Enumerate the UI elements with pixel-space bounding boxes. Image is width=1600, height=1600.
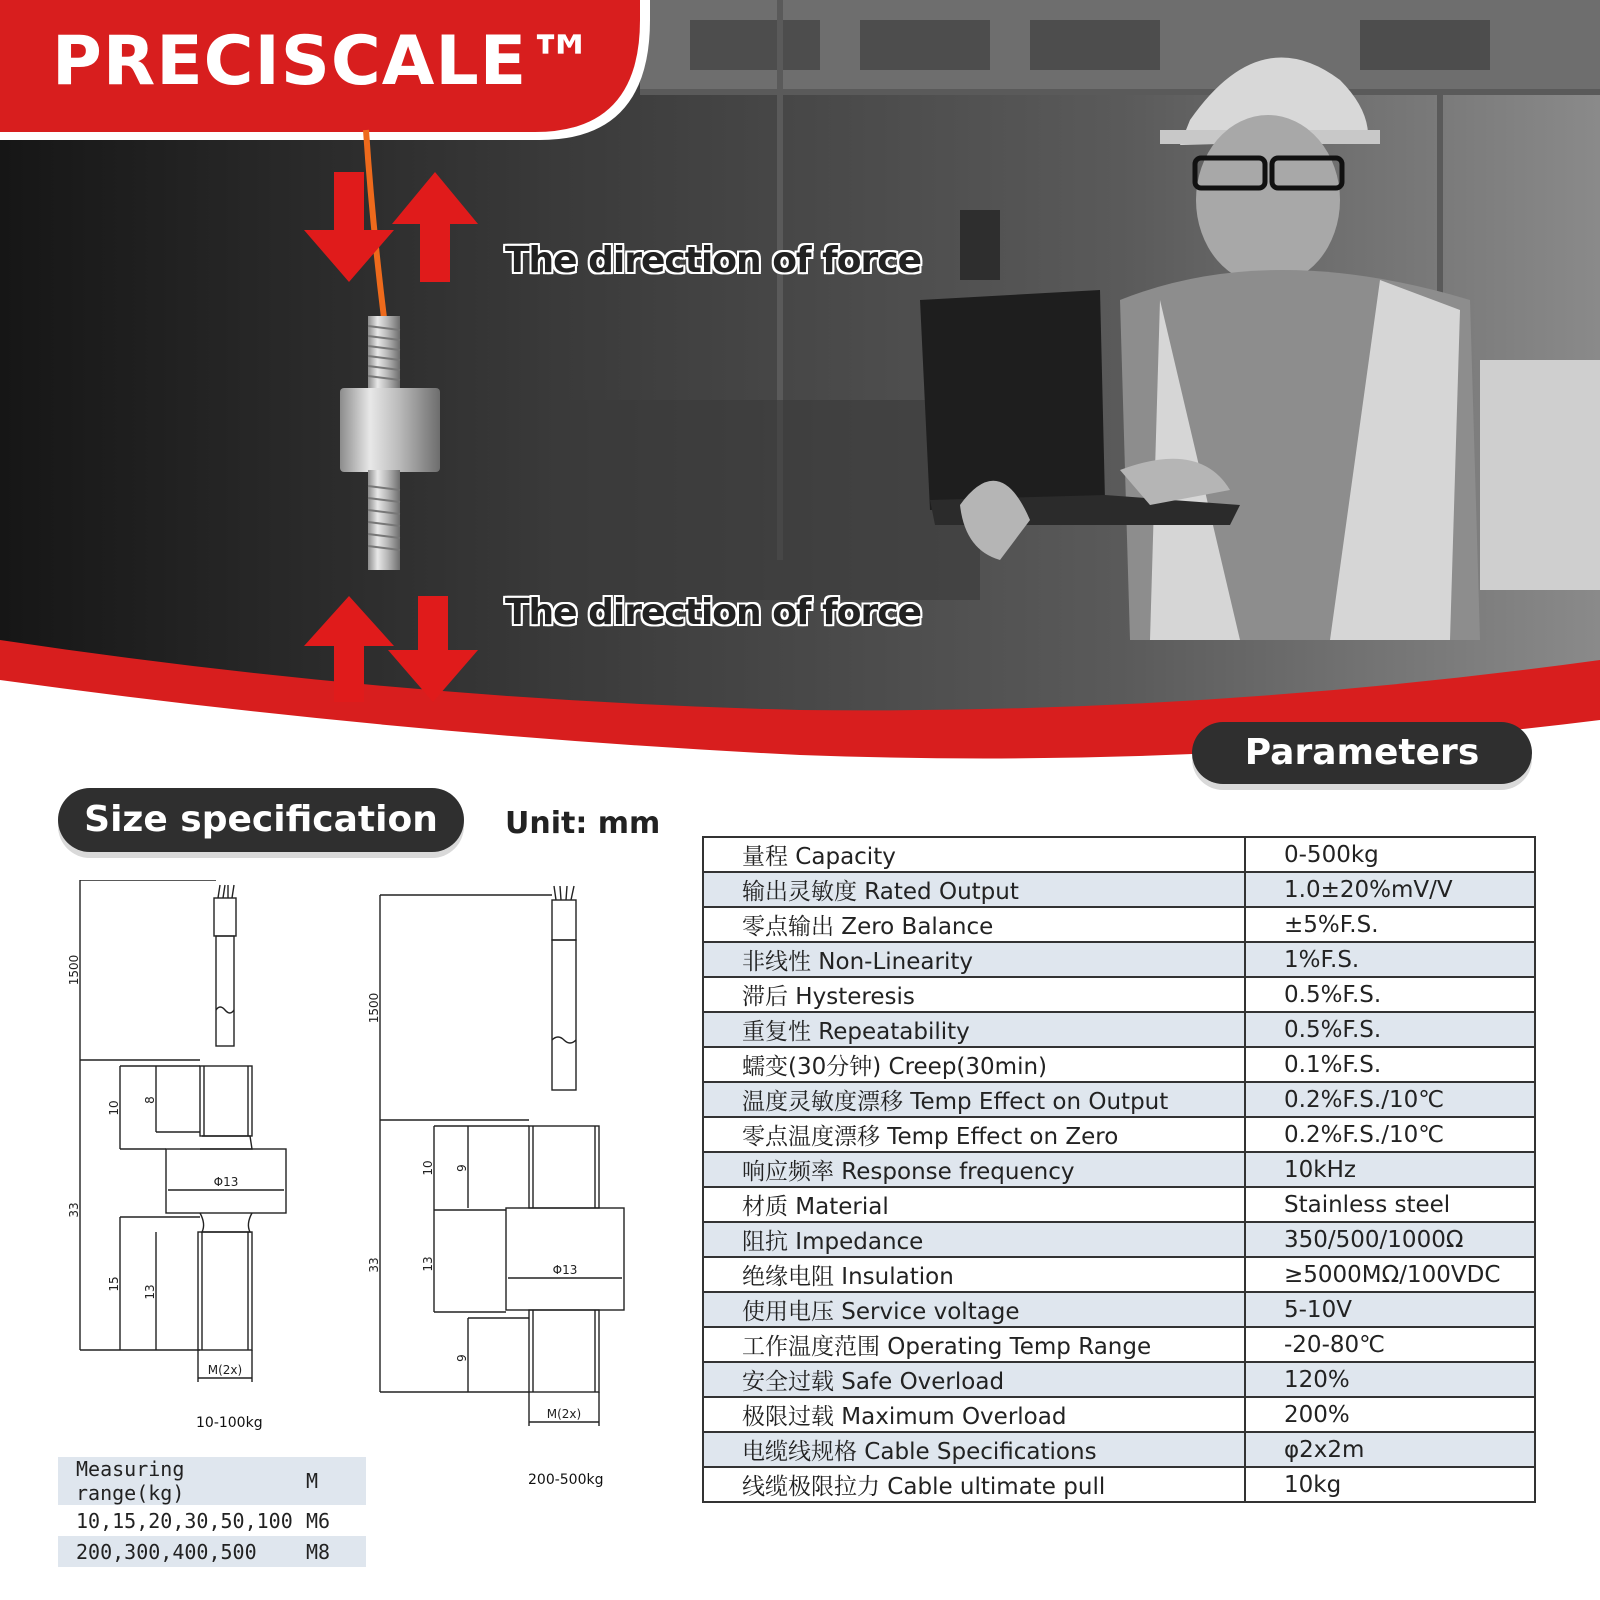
- range-header: Measuring range(kg): [58, 1457, 300, 1505]
- table-row: [703, 1327, 1535, 1362]
- param-name: 线缆极限拉力 Cable ultimate pull: [703, 1467, 1245, 1502]
- param-name: 蠕变(30分钟) Creep(30min): [703, 1047, 1245, 1082]
- param-name: 非线性 Non-Linearity: [703, 942, 1245, 977]
- param-value: φ2x2m: [1245, 1432, 1535, 1467]
- dim-cable-length: 1500: [367, 992, 381, 1024]
- dim-thread: M(2x): [207, 1363, 243, 1377]
- param-value: 1%F.S.: [1245, 942, 1535, 977]
- table-row: [703, 1362, 1535, 1397]
- drawing-small-caption: 10-100kg: [196, 1415, 263, 1431]
- drawing-large-caption: 200-500kg: [528, 1472, 604, 1488]
- table-row: [703, 1012, 1535, 1047]
- table-row: [703, 1467, 1535, 1502]
- param-value: 0.5%F.S.: [1245, 1012, 1535, 1047]
- param-name: 量程 Capacity: [703, 837, 1245, 872]
- param-value: 350/500/1000Ω: [1245, 1222, 1535, 1257]
- table-row: [703, 1082, 1535, 1117]
- param-name: 响应频率 Response frequency: [703, 1152, 1245, 1187]
- param-name: 重复性 Repeatability: [703, 1012, 1245, 1047]
- param-name: 温度灵敏度漂移 Temp Effect on Output: [703, 1082, 1245, 1117]
- param-value: 0.2%F.S./10℃: [1245, 1082, 1535, 1117]
- range-cell: 200,300,400,500: [58, 1536, 300, 1567]
- param-name: 滞后 Hysteresis: [703, 977, 1245, 1012]
- param-name: 使用电压 Service voltage: [703, 1292, 1245, 1327]
- param-name: 材质 Material: [703, 1187, 1245, 1222]
- parameters-title: Parameters: [1192, 722, 1532, 784]
- param-name: 零点温度漂移 Temp Effect on Zero: [703, 1117, 1245, 1152]
- force-direction-label-top: The direction of force: [505, 240, 922, 281]
- parameters-table: [702, 836, 1536, 1503]
- dim-diameter: Φ13: [213, 1175, 239, 1189]
- table-row: [703, 1222, 1535, 1257]
- param-value: 0.2%F.S./10℃: [1245, 1117, 1535, 1152]
- dim-top-outer: 10: [107, 1100, 121, 1116]
- thread-cell: M8: [300, 1536, 366, 1567]
- force-direction-label-bottom: The direction of force: [505, 592, 922, 633]
- unit-label: Unit: mm: [505, 806, 661, 841]
- dimension-drawing-small: [60, 880, 310, 1420]
- dimension-drawing-large: [356, 880, 636, 1460]
- param-name: 阻抗 Impedance: [703, 1222, 1245, 1257]
- param-value: Stainless steel: [1245, 1187, 1535, 1222]
- param-value: ≥5000MΩ/100VDC: [1245, 1257, 1535, 1292]
- table-row: [58, 1536, 366, 1567]
- param-value: 1.0±20%mV/V: [1245, 872, 1535, 907]
- param-name: 输出灵敏度 Rated Output: [703, 872, 1245, 907]
- table-row: [703, 1117, 1535, 1152]
- range-cell: 10,15,20,30,50,100: [76, 1508, 293, 1533]
- param-name: 安全过载 Safe Overload: [703, 1362, 1245, 1397]
- table-row: [703, 1292, 1535, 1327]
- dim-top-inner: 8: [143, 1096, 157, 1104]
- param-value: -20-80℃: [1245, 1327, 1535, 1362]
- hero-banner: [0, 0, 1600, 780]
- dim-total-length: 33: [67, 1202, 81, 1218]
- param-name: 零点输出 Zero Balance: [703, 907, 1245, 942]
- table-header-row: [58, 1457, 366, 1505]
- table-row: [58, 1505, 366, 1536]
- param-value: 0.5%F.S.: [1245, 977, 1535, 1012]
- dim-body: 13: [421, 1256, 435, 1272]
- dim-top-outer: 10: [421, 1160, 435, 1176]
- dim-total-length: 33: [367, 1257, 381, 1273]
- dim-bottom-outer: 15: [107, 1276, 121, 1292]
- table-row: [703, 1432, 1535, 1467]
- table-row: [703, 872, 1535, 907]
- dim-bottom: 9: [455, 1354, 469, 1362]
- param-value: ±5%F.S.: [1245, 907, 1535, 942]
- param-value: 120%: [1245, 1362, 1535, 1397]
- brand-logo: PRECISCALE™: [52, 22, 597, 101]
- measuring-range-table: [58, 1457, 366, 1567]
- table-row: [703, 977, 1535, 1012]
- param-value: 0-500kg: [1245, 837, 1535, 872]
- param-name: 工作温度范围 Operating Temp Range: [703, 1327, 1245, 1362]
- param-value: 200%: [1245, 1397, 1535, 1432]
- param-name: 极限过载 Maximum Overload: [703, 1397, 1245, 1432]
- param-value: 10kg: [1245, 1467, 1535, 1502]
- size-spec-title: Size specification: [58, 788, 464, 852]
- param-value: 5-10V: [1245, 1292, 1535, 1327]
- table-row: [703, 1257, 1535, 1292]
- table-row: [703, 1187, 1535, 1222]
- table-row: [703, 837, 1535, 872]
- dim-top-inner: 9: [455, 1164, 469, 1172]
- dim-cable-length: 1500: [67, 954, 81, 986]
- table-row: [703, 1152, 1535, 1187]
- param-value: 0.1%F.S.: [1245, 1047, 1535, 1082]
- param-name: 绝缘电阻 Insulation: [703, 1257, 1245, 1292]
- param-name: 电缆线规格 Cable Specifications: [703, 1432, 1245, 1467]
- param-value: 10kHz: [1245, 1152, 1535, 1187]
- dim-bottom-inner: 13: [143, 1284, 157, 1300]
- table-row: [703, 1047, 1535, 1082]
- table-row: [703, 1397, 1535, 1432]
- dim-diameter: Φ13: [552, 1263, 578, 1277]
- dim-thread: M(2x): [546, 1407, 582, 1421]
- factory-background: [0, 0, 1600, 780]
- table-row: [703, 907, 1535, 942]
- table-row: [703, 942, 1535, 977]
- thread-cell: M6: [306, 1508, 331, 1533]
- thread-header: M: [300, 1457, 366, 1505]
